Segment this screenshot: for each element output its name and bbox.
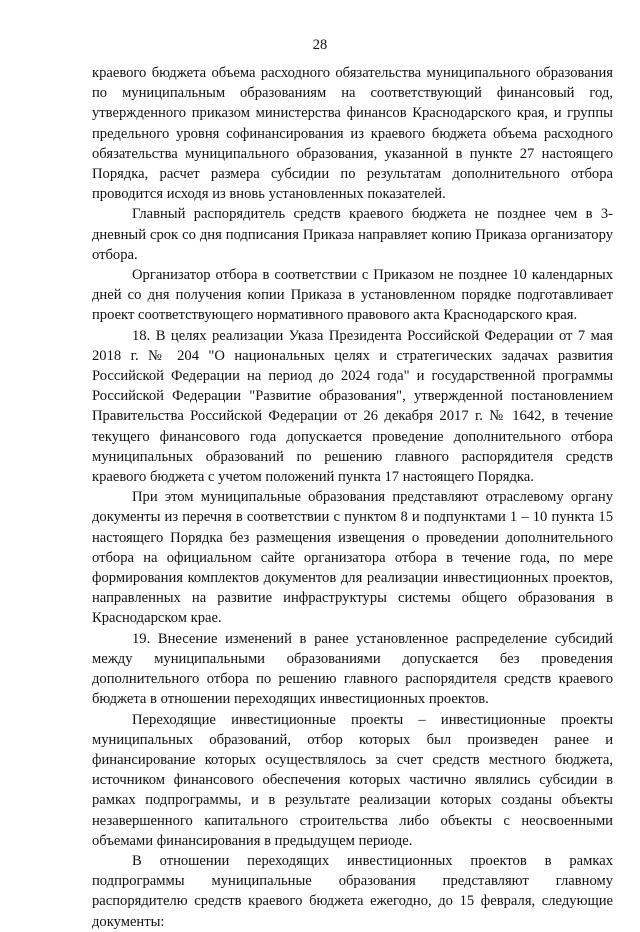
paragraph-documents-submission: При этом муниципальные образования представляют отраслевому органу документы из перечня в соответствии с пунктом 8 и подпунктами 1 – 10 пункта 15 настоящего Порядка без размещения извещения о проведении дополнительного отбора на официальном сайте организатора отбора в течение года, по мере формирования комплектов документов для реализации инвестиционных проектов, направленных на развитие инфраструктуры системы общего образования в Краснодарском крае. bbox=[92, 489, 613, 627]
paragraph-item-18: 18. В целях реализации Указа Президента Российской Федерации от 7 мая 2018 г. № 204 "О национальных целях и стратегических задачах развития Российской Федерации на период до 2024 года" и государственной программы Российской Федерации "Развитие образования", утвержденной постановлением Правительства Российской Федерации от 26 декабря 2017 г. № 1642, в течение текущего финансового года допускается проведение дополнительного отбора муниципальных образований по решению главного распорядителя средств краевого бюджета с учетом положений пункта 17 настоящего Порядка. bbox=[92, 327, 613, 486]
paragraph-continuation: краевого бюджета объема расходного обязательства муниципального образования по муниципальным образованиям на соответствующий финансовый год, утвержденного приказом министерства финансов Краснодарского края, и группы предельного уровня софинансирования из краевого бюджета объема расходного обязательства муниципального образования, указанной в пункте 27 настоящего Порядка, расчет размера субсидии по результатам дополнительного отбора проводится исходя из вновь установленных показателей. bbox=[92, 65, 613, 203]
paragraph-transitional-projects: Переходящие инвестиционные проекты – инвестиционные проекты муниципальных образований, отбор которых был произведен ранее и финансирование которых осуществлялось за счет средств местного бюджета, источником финансового обеспечения которых частично являлись субсидии в рамках подпрограммы, и в результате реализации которых созданы объекты незавершенного капитального строительства либо объекты с неосвоенными объемами финансирования в предыдущем периоде. bbox=[92, 711, 613, 849]
document-body bbox=[92, 63, 613, 932]
paragraph-annual-documents: В отношении переходящих инвестиционных проектов в рамках подпрограммы муниципальные образования представляют главному распорядителю средств краевого бюджета ежегодно, до 15 февраля, следующие документы: bbox=[92, 852, 613, 930]
paragraph-item-19: 19. Внесение изменений в ранее установленное распределение субсидий между муниципальными образованиями допускается без проведения дополнительного отбора по решению главного распорядителя средств краевого бюджета в отношении переходящих инвестиционных проектов. bbox=[92, 630, 613, 708]
page-number: 28 bbox=[312, 37, 328, 53]
paragraph-chief-distributor: Главный распорядитель средств краевого бюджета не позднее чем в 3-дневный срок со дня подписания Приказа направляет копию Приказа организатору отбора. bbox=[92, 206, 613, 263]
paragraph-organizer: Организатор отбора в соответствии с Приказом не позднее 10 календарных дней со дня получения копии Приказа в установленном порядке подготавливает проект соответствующего нормативного правового акта Краснодарского края. bbox=[92, 267, 613, 324]
